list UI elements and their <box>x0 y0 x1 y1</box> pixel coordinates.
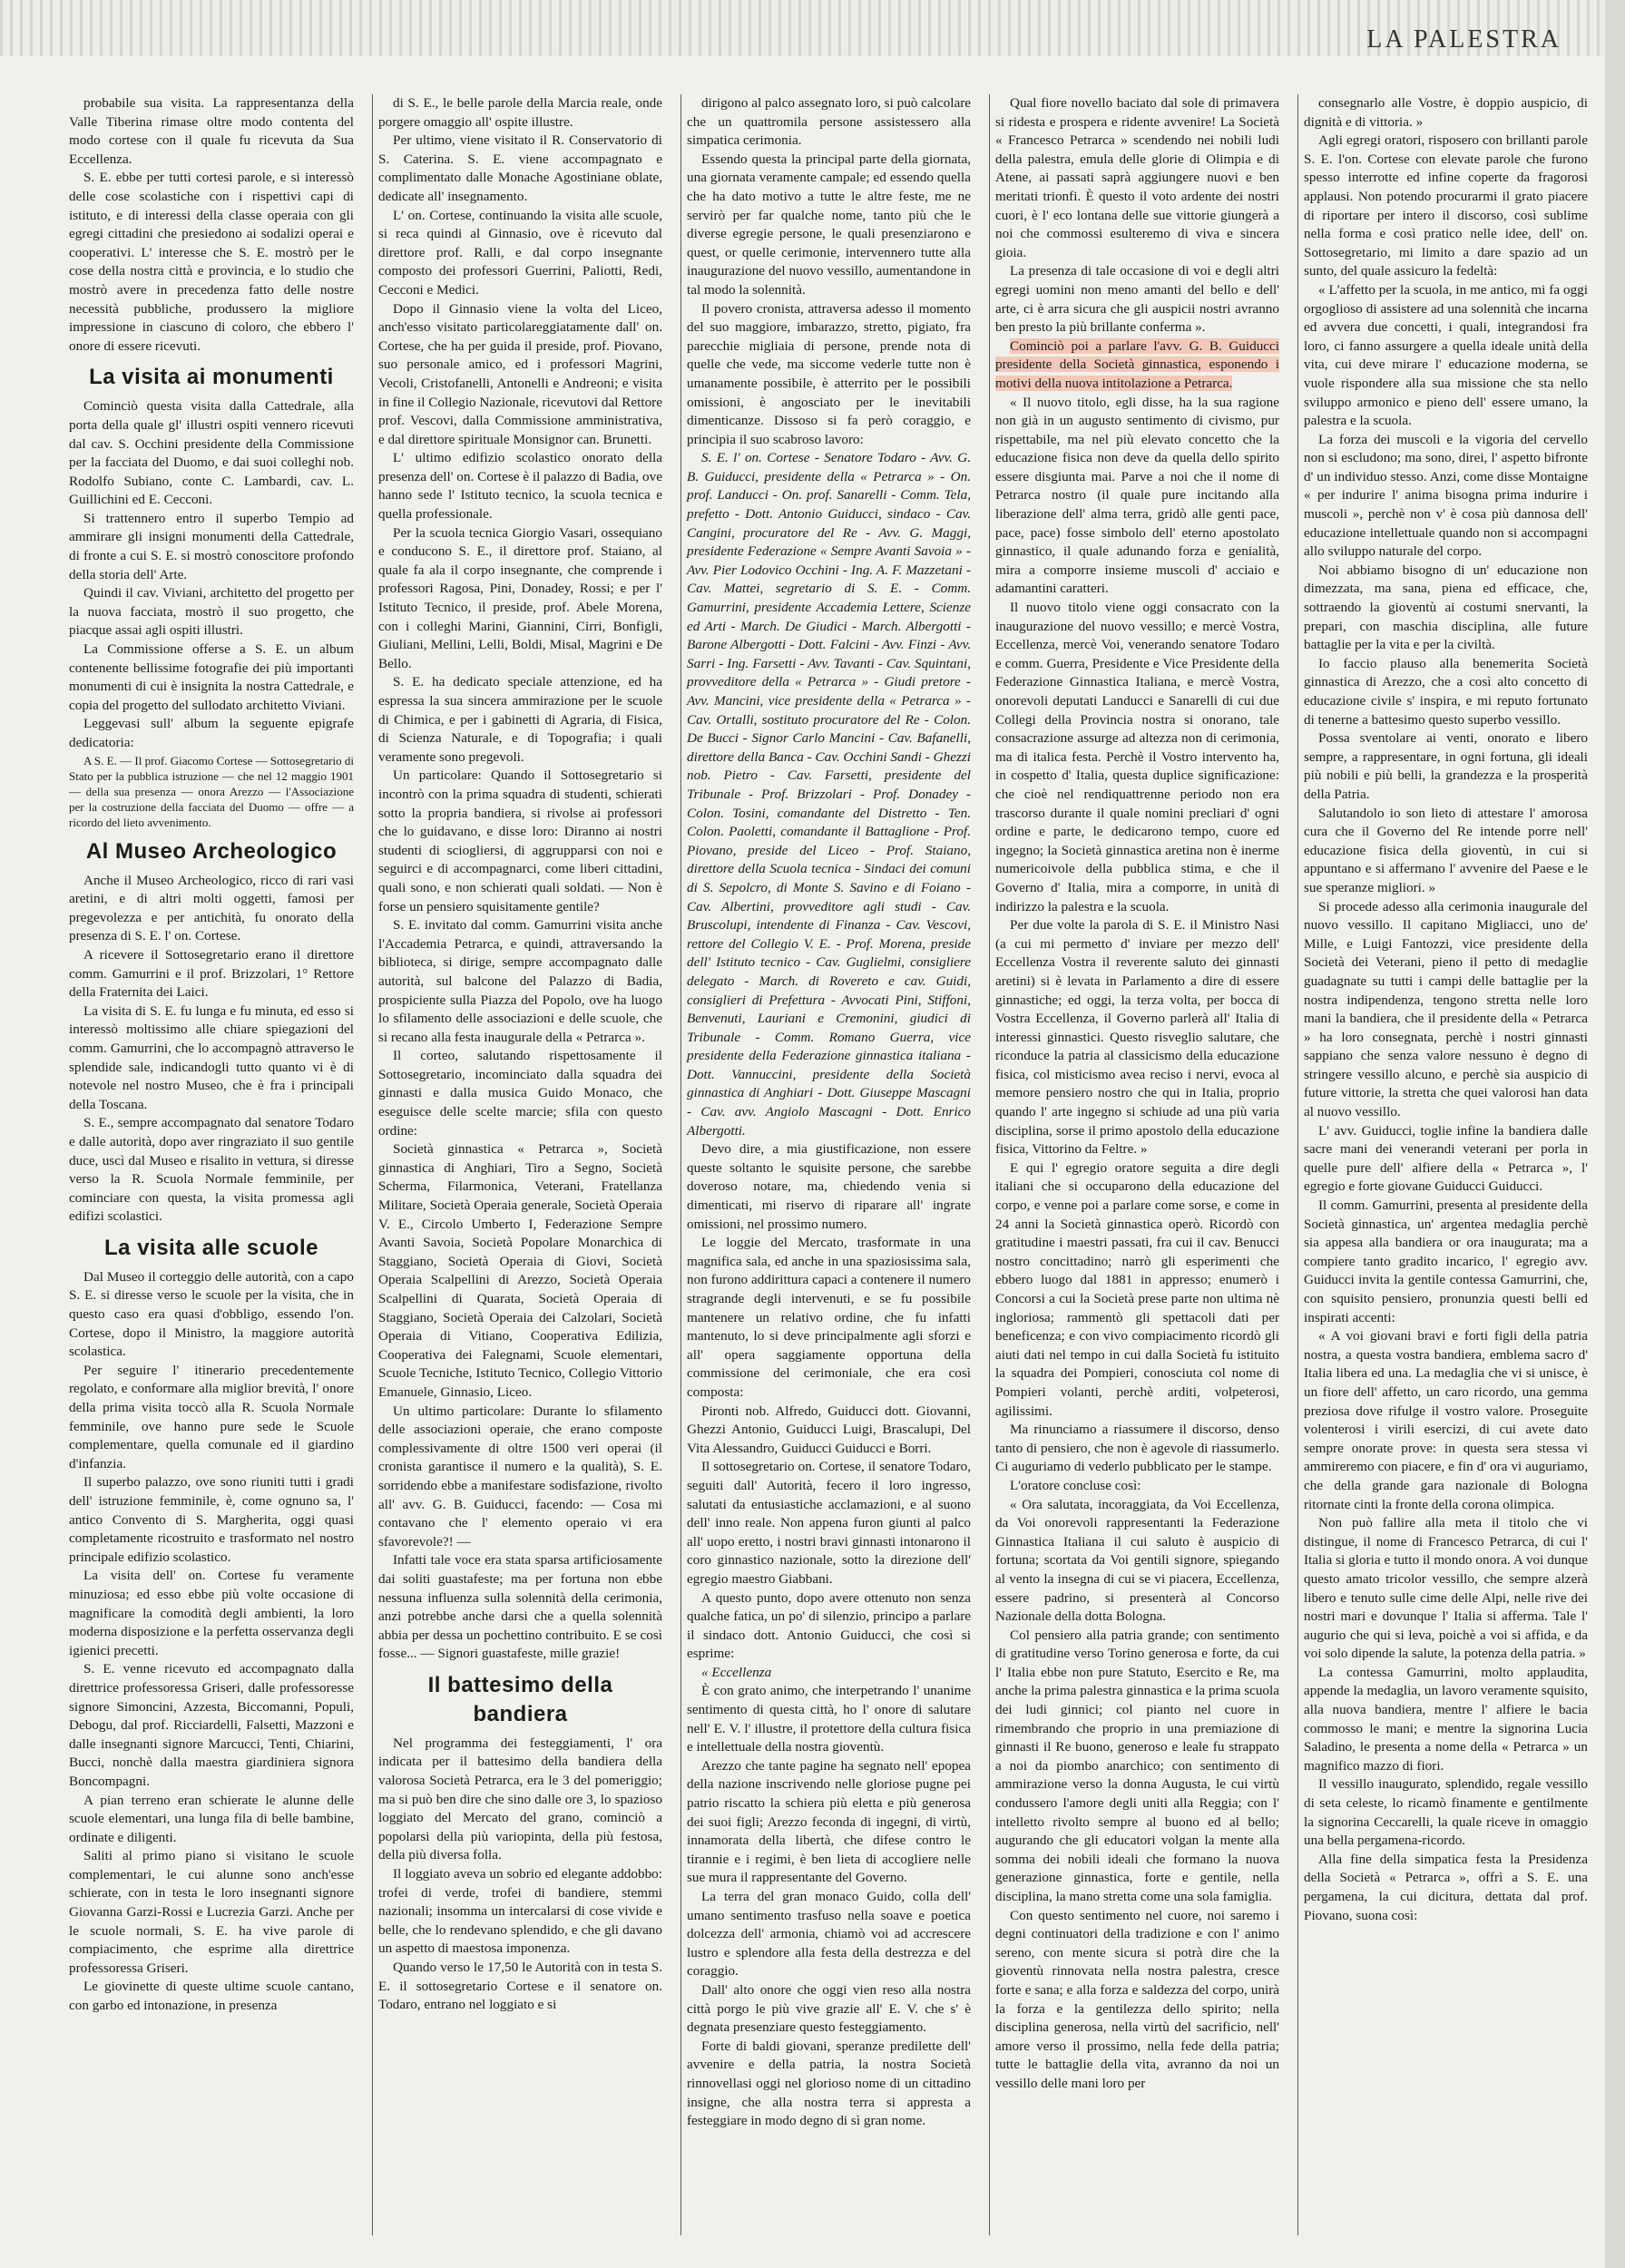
paragraph: Il vessillo inaugurato, splendido, regale vessillo di seta celeste, lo ricamò finamente e gentilmente la signorina Ceccarelli, la quale riceve in omaggio una bella pergamena-ricordo. <box>1304 1776 1588 1849</box>
paragraph: Dall' alto onore che oggi vien reso alla nostra città porgo le più vive grazie all' E. V. che s' è degnata presenziare questo festeggiamento. <box>687 1981 971 2036</box>
section-heading: Al Museo Archeologico <box>85 838 338 864</box>
paragraph: L'oratore concluse così: <box>1010 1477 1141 1493</box>
paragraph: probabile sua visita. La rappresentanza della Valle Tiberina rimase oltre modo contenta del modo cortese con il quale fu ricevuta da Sua Eccellenza. <box>69 95 354 167</box>
paragraph: L' avv. Guiducci, toglie infine la bandiera dalle sacre mani dei venerandi veterani per porla in quelle pure dell' alfiere della « Petrarca », l' egregio e forte giovane Guiducci Guiducci. <box>1304 1122 1588 1195</box>
paragraph: « A voi giovani bravi e forti figli della patria nostra, a questa vostra bandiera, emblema sacro d' Italia libera ed una. La medaglia che vi si unisce, è un fiore dell' affetto, un caro ricordo, una gemma preziosa dove rifulge il vostro valore. Proseguite volenterosi i virili esercizi, di cui avete dato sempre onorate prove: in questa sera stessa vi ammireremo con piacere, e fin d' ora vi auguriamo, che della grande gara nazionale di Bologna ritornate cinti la fronte della corona olimpica. <box>1304 1328 1588 1512</box>
page-header-label: LA PALESTRA <box>1366 25 1561 54</box>
paragraph: di S. E., le belle parole della Marcia reale, onde porgere omaggio all' ospite illustre. <box>378 95 662 130</box>
section-heading: La visita ai monumenti <box>89 365 334 390</box>
paragraph: Per due volte la parola di S. E. il Ministro Nasi (a cui mi permetto d' inviare per mezzo dell' Eccellenza Vostra il reverente saluto dei ginnasti aretini) si è levata in Parlamento a dire di essere ginnastiche; ed oggi, la terza volta, per bocca di Vostra Eccellenza, il Governo parlerà all' Italia di interessi ginnastici. Questo risveglio salutare, che riconduce la patria al classicismo della educazione fisica, col misticismo avea reciso i nervi, evoca al memore pensiero nostro che qui in Italia, proprio quando l' arte ingegno si schiude ad una più varia disciplina, sorse il primo apostolo della educazione fisica, Vittorino da Feltre. » <box>995 917 1279 1158</box>
paragraph: Un ultimo particolare: Durante lo sfilamento delle associazioni operaie, che erano composte complessivamente di oltre 1500 veri operai (il cronista garantisce il numero e la qualità), S. E. sorridendo ebbe a manifestare sodisfazione, rivolto all' avv. G. B. Guiducci, facendo: — Cosa mi contavano che l' elemento operaio vi era sfavorevole?! — <box>378 1403 662 1549</box>
paragraph: Società ginnastica « Petrarca », Società ginnastica di Anghiari, Tiro a Segno, Società Scherma, Filarmonica, Veterani, Fratellanza Militare, Società Operaia generale, Società Operaia V. E., Circolo Umberto I, Federazione Sempre Avanti Savoia, Società Popolare Monarchica di Staggiano, Società Operaia di Giovi, Società Operaia Scalpellini di Arezzo, Società Operaia Scalpellini di Quarata, Società Operaia di Staggiano, Società Operaia dei Calzolari, Società Operaia di Vitiano, Cooperativa Edilizia, Cooperativa dei Falegnami, Scuole elementari, Scuole Tecniche, Istituto Tecnico, Collegio Vittorio Emanuele, Ginnasio, Liceo. <box>378 1141 662 1400</box>
paragraph: Nel programma dei festeggiamenti, l' ora indicata per il battesimo della bandiera della valorosa Società Petrarca, era le 3 del pomeriggio; ma si può ben dire che sino dalle ore 3, lo spazioso loggiato del Mercato del grano, cominciò a popolarsi della più variopinta, della più festosa, della più diversa folla. <box>378 1735 662 1863</box>
paragraph: L' on. Cortese, continuando la visita alle scuole, si reca quindi al Ginnasio, ove è ricevuto dal direttore prof. Ralli, e dal corpo insegnante composto dei professori Guerrini, Paliotti, Redi, Cecconi e Medici. <box>378 207 662 298</box>
paragraph: A S. E. — Il prof. Giacomo Cortese — Sottosegretario di Stato per la pubblica istruzione — che nel 12 maggio 1901 — della sua presenza — onora Arezzo — l'Associazione per la costruzione della facciata del Duomo — offre — a ricordo del lieto avvenimento. <box>69 753 354 829</box>
paragraph: Saliti al primo piano si visitano le scuole complementari, le cui alunne sono anch'esse schierate, con in testa le loro insegnanti signore Giovanna Garzi-Rossi e Lucrezia Garzi. Anche per le scuole normali, S. E. ha vive parole di compiacimento, che esprime alla direttrice professoressa Griseri. <box>69 1848 354 1976</box>
paragraph: E qui l' egregio oratore seguita a dire degli italiani che si occuparono della educazione del corpo, e venne poi a parlare come sorse, e come in 24 anni la Società ginnastica operò. Ricordò con gratitudine i maestri passati, fra cui il cav. Benucci nostro concittadino; narrò gli esperimenti che ebbero luogo dal 1881 in appresso; enumerò i Concorsi a cui la Società prese parte non ultima nè ingloriosa; rammentò gli spettacoli dati per beneficenza; e con vivo compiacimento ricordò gli aiuti dati nel tempo in cui dalla Società fu istituito la squadra dei Pompieri, conosciuta col nome di Pompieri volanti, perchè arditi, volpeterosi, agilissimi. <box>995 1159 1279 1419</box>
paragraph: Infatti tale voce era stata sparsa artificiosamente dai soliti guastafeste; ma per fortuna non ebbe nessuna influenza sulla solennità della cerimonia, anzi potrebbe anche darsi che a quella solennità abbia per dessa un pochettino contribuito. E se così fosse... — Signori guastafeste, mille grazie! <box>378 1552 662 1662</box>
paragraph: Il sottosegretario on. Cortese, il senatore Todaro, seguiti dall' Autorità, fecero il loro ingresso, salutati da entusiastiche acclamazioni, e al suono dell' inno reale. Non appena furon giunti al palco all' uopo eretto, i nostri bravi ginnasti intonarono il coro ginnastico nazionale, sotto la direzione dell' egregio maestro Giabbani. <box>687 1459 971 1587</box>
column-2 <box>372 94 668 2235</box>
paragraph: Pironti nob. Alfredo, Guiducci dott. Giovanni, Ghezzi Antonio, Guiducci Luigi, Brascalupi, Del Vita Alessandro, Guiducci Guiducci e Borri. <box>687 1403 971 1456</box>
paragraph: S. E. l' on. Cortese - Senatore Todaro - Avv. G. B. Guiducci, presidente della « Petrarca » - On. prof. Landucci - On. prof. Sanarelli - Comm. Tela, prefetto - Dott. Antonio Guiducci, sindaco - Cav. Cangini, procuratore del Re - Avv. G. Maggi, presidente Federazione « Sempre Avanti Savoia » - Avv. Pier Lodovico Occhini - Ing. A. F. Mazzetani - Cav. Mattei, segretario di S. E. - Comm. Gamurrini, presidente Accademia Lettere, Scienze ed Arti - March. De Giudici - March. Albergotti - Barone Albergotti - Dott. Falcini - Avv. Finzi - Avv. Sarri - Ing. Farsetti - Avv. Tavanti - Cav. Squintani, provveditore della « Petrarca » - Giudi pretore - Avv. Mancini, vice presidente della « Petrarca » - Cav. Ortalli, sostituto procuratore del Re - Colon. De Bucci - Signor Carlo Mancini - Cav. Bafanelli, direttore della Banca - Cav. Occhini Sandi - Ghezzi nob. Pietro - Cav. Farsetti, presidente del Tribunale - Prof. Brizzolari - Prof. Donadey - Colon. Tosini, comandante del Distretto - Ten. Colon. Paoletti, comandante il Battaglione - Prof. Piovano, preside del Liceo - Prof. Staiano, direttore della Scuola tecnica - Sindaci dei comuni di S. Sepolcro, di Monte S. Savino e di Foiano - Cav. Albertini, provveditore agli studi - Cav. Bruscolupi, intendente di Finanza - Cav. Vescovi, rettore del Collegio V. E. - Prof. Morena, preside dell' Istituto tecnico - Cav. Guglielmi, consigliere delegato - March. di Rovereto e cav. Guidi, consiglieri di Prefettura - Avvocati Pini, Stiffoni, Benvenuti, Lauriani e Cremonini, giudici di Tribunale - Comm. Romano Guerra, vice presidente della Federazione ginnastica italiana - Dott. Vannuccini, presidente della Società ginnastica di Anghiari - Dott. Giuseppe Mascagni - Cav. avv. Angiolo Mascagni - Dott. Enrico Albergotti. <box>687 450 971 1139</box>
paragraph: Per seguire l' itinerario precedentemente regolato, e conformare alla miglior brevità, l' onore della prima visita toccò alla R. Scuola Normale femminile, ove hanno pure sede le Scuole complementare, quella comunale ed il giardino d'infanzia. <box>69 1362 354 1471</box>
highlighted-text: Cominciò poi a parlare l'avv. G. B. Guiducci presidente della Società ginnastica, esponendo i motivi della nuova intitolazione a Petrarca. <box>995 337 1279 391</box>
paragraph: Qual fiore novello baciato dal sole di primavera si ridesta e prospera e ridente avvenire! La Società « Francesco Petrarca » scendendo nei nobili ludi della palestra, emula delle glorie di Olimpia e di Atene, ai passati saprà aggiungere nuovi e ben meritati trionfi. È questo il voto ardente dei nostri cuori, è l' eco lontana delle sue vittorie giungerà a noi che commossi esulteremo di viva e sincera gioia. <box>995 95 1279 260</box>
paragraph: Si trattennero entro il superbo Tempio ad ammirare gli insigni monumenti della Cattedrale, di fronte a cui S. E. si mostrò conoscitore profondo della storia dell' Arte. <box>69 510 354 582</box>
paragraph: Noi abbiamo bisogno di un' educazione non dimezzata, ma sana, piena ed efficace, che, sottraendo la gioventù ai costumi snervanti, la prepari, con maschia disciplina, alle future battaglie per la vita e per la civiltà. <box>1304 562 1588 653</box>
paragraph: Il povero cronista, attraversa adesso il momento del suo maggiore, imbarazzo, stretto, pigiato, fra parecchie migliaia di persone, prende nota di quelle che vede, ma siccome vederle tutte non è umanamente possibile, è atterrito per le possibili omissioni, è angosciato per le inevitabili dimenticanze. Dissoso si fa però coraggio, e principia il suo scabroso lavoro: <box>687 300 971 447</box>
paragraph: Per la scuola tecnica Giorgio Vasari, ossequiano e conducono S. E., il direttore prof. Staiano, al quale fa ala il corpo insegnante, che comprende i professori Ragosa, Pini, Donadey, Rossi; e per l' Istituto Tecnico, il preside, prof. Abele Morena, con i colleghi Marini, Giannini, Cirri, Bonfigli, Giuliani, Mellini, Lelli, Boldi, Misal, Magrini e De Bello. <box>378 524 662 671</box>
paragraph: Devo dire, a mia giustificazione, non essere queste soltanto le squisite persone, che sarebbe doveroso notare, ma, chiedendo venia si dimenticati, mi riservo di riparare all' ingrate omissioni, nel prossimo numero. <box>687 1141 971 1232</box>
paragraph: Il superbo palazzo, ove sono riuniti tutti i gradi dell' istruzione femminile, è, come ognuno sa, l' antico Convento di S. Margherita, oggi quasi completamente ricostruito e trasformato nel nostro principale edifizio scolastico. <box>69 1474 354 1565</box>
paragraph: Le loggie del Mercato, trasformate in una magnifica sala, ed anche in una spaziosissima sala, non furono addirittura capaci a contenere il numero stragrande degli intervenuti, e se fu possibile mantenere un relativo ordine, che fu infatti mantenuto, lo si deve principalmente agli sforzi e all' opera saggiamente opportuna della commissione del cerimoniale, che era così composta: <box>687 1235 971 1400</box>
paragraph: consegnarlo alle Vostre, è doppio auspicio, di dignità e di vittoria. » <box>1304 95 1588 130</box>
paragraph: Quando verso le 17,50 le Autorità con in testa S. E. il sottosegretario Cortese e il senatore on. Todaro, entrano nel loggiato e si <box>378 1960 662 2013</box>
column-1 <box>64 94 359 2235</box>
paragraph: Il comm. Gamurrini, presenta al presidente della Società ginnastica, un' argentea medaglia perchè sia appesa alla bandiera or ora inaugurata; ma a compiere tanto gradito incarico, l' egregio avv. Guiducci invita la gentile contessa Gamurrini, che, con squisito pensiero, pronunzia questi belli ed inspirati accenti: <box>1304 1198 1588 1325</box>
paragraph: Essendo questa la principal parte della giornata, una giornata veramente campale; ed essendo quella che ha dato motivo a tutte le altre feste, me ne servirò per far qualche nome, tanto più che le diverse egregie persone, le quali presenziarono e quest, or quelle cerimonie, intervennero tutte alla inaugurazione del nuovo vessillo, aumentandone in tal modo la solennità. <box>687 151 971 298</box>
paragraph: Alla fine della simpatica festa la Presidenza della Società « Petrarca », offrì a S. E. una pergamena, la cui dicitura, dettata dal prof. Piovano, suona così: <box>1304 1851 1588 1923</box>
paragraph: A questo punto, dopo avere ottenuto non senza qualche fatica, un po' di silenzio, principo a parlare il sindaco dott. Antonio Guiducci, che così si esprime: <box>687 1589 971 1662</box>
paragraph: È con grato animo, che interpetrando l' unanime sentimento di questa città, ho l' onore di salutare nell' E. V. l' illustre, il protettore della cultura fisica e intellettuale della nostra gioventù. <box>687 1683 971 1755</box>
paragraph: A pian terreno eran schierate le alunne delle scuole elementari, una lunga fila di belle bambine, ordinate e diligenti. <box>69 1792 354 1845</box>
paragraph: Salutandolo io son lieto di attestare l' amorosa cura che il Governo del Re intende porre nell' educazione fisica della gioventù, in cui si appuntano e si affermano l' avvenire del Paese e le sue speranze migliori. » <box>1304 805 1588 895</box>
paragraph: Si procede adesso alla cerimonia inaugurale del nuovo vessillo. Il capitano Migliacci, uno de' Mille, e Luigi Fantozzi, vice presidente della Società dei Veterani, pieno il petto di medaglie guadagnate su tutti i campi delle battaglie per la nostra indipendenza, tengono stretta nelle loro mani la bandiera, che il presidente della « Petrarca » ha loro consegnata, perchè i nostri ginnasti sappiano che senza valore nessuno è degno di stringere vessillo alcuno, e perchè sia auspicio di future vittorie, la stretta che quei valorosi han data al nuovo vessillo. <box>1304 898 1588 1120</box>
paragraph: Io faccio plauso alla benemerita Società ginnastica di Arezzo, che a così alto concetto di educazione civile s' inspira, e mi reputo fortunato di tenerne a battesimo questo superbo vessillo. <box>1304 655 1588 728</box>
paragraph: Arezzo che tante pagine ha segnato nell' epopea della nazione inscrivendo nelle gloriose pugne pei patrio riscatto la schiera più eletta e più generosa dei suoi figli; Arezzo feconda di ingegni, di virtù, innamorata della libertà, che difese contro le tirannie e i regimi, è ben lieta di accogliere nelle sue mura il rappresentante del Governo. <box>687 1757 971 1886</box>
scan-edge <box>1605 0 1625 2268</box>
paragraph: « Ora salutata, incoraggiata, da Voi Eccellenza, da Voi onorevoli rappresentanti la Federazione Ginnastica Italiana il cui saluto è auspicio di fortuna; scortata da Voi gentili signore, spiegando al vento la insegna di cui se vi piacera, Eccellenza, essere padrino, si presenterà al Concorso Nazionale della dotta Bologna. <box>995 1496 1279 1625</box>
paragraph: Il corteo, salutando rispettosamente il Sottosegretario, incominciato dalla squadra dei ginnasti e dalla musica Guido Monaco, che eseguisce delle scelte marcie; sfila con questo ordine: <box>378 1048 662 1139</box>
paragraph: Le giovinette di queste ultime scuole cantano, con garbo ed intonazione, in presenza <box>69 1979 354 2014</box>
paragraph: Possa sventolare ai venti, onorato e libero sempre, a rappresentare, in ogni fortuna, gli ideali più nobili e più belli, la grandezza e la prosperità della Patria. <box>1304 730 1588 802</box>
paragraph: La presenza di tale occasione di voi e degli altri egregi uomini non meno amanti del bello e dell' arte, ci è arra sicura che gli auspicii nostri avranno ben presto la più brillante conferma ». <box>995 263 1279 336</box>
paragraph: Il nuovo titolo viene oggi consacrato con la inaugurazione del nuovo vessillo; e mercè Vostra, Eccellenza, mercè Voi, venerando senatore Todaro e comm. Guerra, Presidente e Vice Presidente della Federazione Ginnastica Italiana, e mercè Vostra, onorevoli deputati Landucci e Sanarelli di cui due Collegi della Provincia nostra si onorano, tale consacrazione assurge ad altezza non di cerimonia, ma di italica festa. Perchè il Vostro intervento ha, in cospetto d' Italia, questa duplice significazione: che cioè nel rendiquattrenne periodo non era trascorso durante il quale nomini precliari d' ogni ordine e parte, le dedicarono tempo, cuore ed ingegno; la Società ginnastica aretina non è inerme numericoivole della pubblica stima, e che il Governo d' Italia, mira a comporre, in unità di indirizzo la palestra e la scuola. <box>995 600 1279 914</box>
paragraph: La Commissione offerse a S. E. un album contenente bellissime fotografie dei più importanti monumenti di cui è insignita la nostra Cattedrale, e copia del progetto del sullodato architetto Viviani. <box>69 641 354 713</box>
paragraph: Dal Museo il corteggio delle autorità, con a capo S. E. si diresse verso le scuole per la visita, che in questo caso era quasi d'obbligo, essendo l'on. Cortese, dopo il Ministro, la maggiore autorità scolastica. <box>69 1268 354 1360</box>
paragraph: La terra del gran monaco Guido, colla dell' umano sentimento trasfuso nella soave e poetica dolcezza dell' armonia, chiamò voi ad accrescere lustro e splendore alla festa della destrezza e del coraggio. <box>687 1889 971 1980</box>
paragraph: « Eccellenza <box>701 1664 772 1680</box>
paragraph: La forza dei muscoli e la vigoria del cervello non si escludono; ma sono, direi, l' aspetto bifronte d' un individuo stesso. Anzi, come disse Montaigne « per indurire l' anima bisogna prima indurire i muscoli », perchè non v' è cosa più dannosa dell' educazione intellettuale quando non si accompagni allo sviluppo naturale del corpo. <box>1304 431 1588 560</box>
paragraph: Quindi il cav. Viviani, architetto del progetto per la nuova facciata, mostrò il suo progetto, che piacque assai agli ospiti illustri. <box>69 585 354 639</box>
paragraph: S. E. venne ricevuto ed accompagnato dalla direttrice professoressa Griseri, dalle professoresse signore Simoncini, Azzesta, Biccomanni, Populi, Debogu, dal prof. Ricciardelli, Falsetti, Mazzoni e dalle insegnanti signore Marcucci, Tenti, Chiarini, Bucci, nonchè dalla maestra giardiniera signora Boncompagni. <box>69 1661 354 1789</box>
section-heading: Il battesimo della bandiera <box>427 1672 613 1726</box>
paragraph: Dopo il Ginnasio viene la volta del Liceo, anch'esso visitato particolareggiatamente dall' on. Cortese, che ha per guida il preside, prof. Piovano, suo personale amico, ed i professori Magrini, Vecoli, Cristofanelli, Antonelli e Andreoni; e visita in fine il Collegio Nazionale, ricevutovi dal Rettore prof. Vescovi, dalla Commissione amministrativa, e dal direttore spirituale Monsignor can. Brunetti. <box>378 300 662 447</box>
paragraph: Non può fallire alla meta il titolo che vi distingue, il nome di Francesco Petrarca, di cui l' Italia si gloria e tutto il mondo onora. A voi dunque questo amato tricolor vessillo, che sempre alzerà libero e tenuto sulle cime delle Alpi, nelle rive dei nostri mari e dovunque l' Italia si afferma. Tale l' augurio che qui si leva, poichè a voi si affida, e da voi solo dipende la salute, la potenza della patria. » <box>1304 1515 1588 1662</box>
paragraph: Forte di baldi giovani, speranze predilette dell' avvenire e della patria, la nostra Società rinnovellasi oggi nel glorioso nome di un cittadino insigne, che alla nostra terra si appresta a festeggiare in modo degno di sì gran nome. <box>687 2038 971 2129</box>
paragraph: Ma rinunciamo a riassumere il discorso, denso tanto di pensiero, che non è agevole di riassumerlo. Ci auguriamo di vederlo pubblicato per le stampe. <box>995 1422 1279 1475</box>
paragraph: Il loggiato aveva un sobrio ed elegante addobbo: trofei di verde, trofei di bandiere, stemmi nazionali; insomma un intercalarsi di cose vivide e belle, che lo rendevano splendido, e che gli davano un aspetto di maestosa imponenza. <box>378 1866 662 1957</box>
paragraph: S. E. ebbe per tutti cortesi parole, e si interessò delle cose scolastiche con i rispettivi capi di istituto, e di interessi della classe operaia con gli egregi cittadini che presiedono ai sodalizi operai e cooperativi. L' interesse che S. E. mostrò per le cose della nostra città e provincia, e lo studio che mostrò avere in precedenza fatto delle nostre necessità pubbliche, produssero la migliore impressione in ciascuno di coloro, che ebbero l' onore di essere ricevuti. <box>69 170 354 354</box>
column-4 <box>989 94 1285 2235</box>
column-3 <box>680 94 976 2235</box>
paragraph: Agli egregi oratori, risposero con brillanti parole S. E. l'on. Cortese con elevate parole che furono spesso interrotte ed infine coperte da fragorosi applausi. Non potendo procurarmi il grato piacere di riportare per intero il discorso, così sublime nella forma e così pratico nelle idee, dell' on. Sottosegretario, mi limito a dare spazio ad un sunto, del quale assicuro la fedeltà: <box>1304 132 1588 279</box>
paragraph: Cominciò questa visita dalla Cattedrale, alla porta della quale gl' illustri ospiti vennero ricevuti dal cav. S. Occhini presidente della Commissione per la facciata del Duomo, e dai suoi colleghi nob. Rodolfo Subiano, conte C. Lambardi, cav. L. Guillichini ed E. Cecconi. <box>69 398 354 508</box>
paragraph: La visita dell' on. Cortese fu veramente minuziosa; ed esso ebbe più volte occasione di magnificare la comodità degli ambienti, la loro moderna disposizione e la perfetta osservanza degli igienici precetti. <box>69 1568 354 1658</box>
paragraph: A ricevere il Sottosegretario erano il direttore comm. Gamurrini e il prof. Brizzolari, 1° Rettore della Fraternita dei Laici. <box>69 946 354 1001</box>
article-columns <box>64 94 1606 2235</box>
paragraph: S. E., sempre accompagnato dal senatore Todaro e dalle autorità, dopo aver ringraziato il suo gentile duce, uscì dal Museo e risalito in vettura, si diresse verso la R. Scuola Normale femminile, per cominciare con questa, la visita promessa agli edifizi scolastici. <box>69 1115 354 1225</box>
paragraph: La contessa Gamurrini, molto applaudita, appende la medaglia, un lavoro veramente squisito, alla nuova bandiera, mentre l' alfiere le bacia commosso le mani; e mentre la signorina Lucia Saladino, le presenta a nome della « Petrarca » un magnifico mazzo di fiori. <box>1304 1664 1588 1774</box>
paragraph: « Il nuovo titolo, egli disse, ha la sua ragione non già in un augusto sentimento di civismo, pur rispettabile, ma nel più elevato concetto che la educazione fisica non deve da quella dello spirito essere disgiunta mai. Parve a noi che il nome di Petrarca nostro (il quale pure incitando alla liberazione dell' alma terra, gridò alle genti pace, pace, pace) fosse simbolo dell' eterno apostolato ginnastico, il quale adunando forza e genialità, mira a comporre insieme muscoli d' acciaio e adamantini caratteri. <box>995 394 1279 597</box>
paragraph: Leggevasi sull' album la seguente epigrafe dedicatoria: <box>69 716 354 750</box>
paragraph: Con questo sentimento nel cuore, noi saremo i degni continuatori della tradizione e con l' animo sereno, con mente sicura si potrà dire che la gioventù rinnovata nella nostra palestra, cresce forte e sana; e alla forza e saldezza del corpo, unirà la forza e la gentilezza dello spirito; nella disciplina generosa, nella virtù del sacrificio, nell' amore verso il prossimo, nella fede della patria; tutte le battaglie della vita, avranno da noi un vessillo delle mani loro per <box>995 1907 1279 2091</box>
paragraph: L' ultimo edifizio scolastico onorato della presenza dell' on. Cortese è il palazzo di Badia, ove hanno sede l' Istituto tecnico, la scuola tecnica e quella professionale. <box>378 450 662 523</box>
paragraph: dirigono al palco assegnato loro, si può calcolare che un quattromila persone assistessero alla simpatica cerimonia. <box>687 95 971 149</box>
section-heading: La visita alle scuole <box>104 1235 318 1260</box>
paragraph: Anche il Museo Archeologico, ricco di rari vasi aretini, e di altri molti oggetti, famosi per pregevolezza e per antichità, fu onorato della presenza di S. E. l' on. Cortese. <box>69 872 354 944</box>
paragraph: La visita di S. E. fu lunga e fu minuta, ed esso si interessò moltissimo alle chiare spiegazioni del comm. Gamurrini, che lo accompagnò attraverso le splendide sale, indicandogli tutto quanto vi è di notevole nel nostro Museo, che è fra i principali della Toscana. <box>69 1002 354 1112</box>
paragraph: S. E. ha dedicato speciale attenzione, ed ha espressa la sua sincera ammirazione per le scuole di Chimica, e per i gabinetti di Agraria, di Fisica, di Scienza Naturale, e di Topografia; i quali veramente sono pregevoli. <box>378 674 662 765</box>
paragraph: Un particolare: Quando il Sottosegretario si incontrò con la prima squadra di studenti, schierati sotto la propria bandiera, si rivolse ai professori che lo guidavano, e disse loro: Diranno ai nostri studenti di sciogliersi, di aggrupparsi con noi e seguirci e di accompagnarci, come liberi cittadini, quali sono, e non schierati quali soldati. — Non è forse un pensiero squisitamente gentile? <box>378 767 662 914</box>
paragraph: Per ultimo, viene visitato il R. Conservatorio di S. Caterina. S. E. viene accompagnato e complimentato dalle Monache Agostiniane oblate, dedicate all' insegnamento. <box>378 132 662 204</box>
paragraph <box>995 337 1279 394</box>
paragraph: S. E. invitato dal comm. Gamurrini visita anche l'Accademia Petrarca, e quindi, attraversando la biblioteca, si dirige, sempre accompagnato dalle autorità, sul balcone del Palazzo di Badia, prospiciente sulla Piazza del Popolo, ove ha luogo lo sfilamento delle associazioni e delle scuole, che si recano alla festa inaugurale della « Petrarca ». <box>378 917 662 1045</box>
paragraph: Col pensiero alla patria grande; con sentimento di gratitudine verso Torino generosa e forte, da cui l' Italia ebbe non pure Statuto, Esercito e Re, ma anche la prima palestra ginnastica e la prima scuola dei ludi ginnici; col pianto nel cuore in rimembrando che proprio in una premiazione di ginnasti il Re buono, generoso e leale fu strappato a noi da piombo anarchico; con sentimento di ammirazione verso la donna Augusta, le cui virtù condussero l'amore degli uniti alla Reggia; con l' intelletto rivolto sempre al buono ed al bello; augurando che gli educatori volgan la mente alla somma dei nobili ideali che formano la nuova generazione ginnastica, forte e gentile, nella disciplina, la mano stretta come una sola famiglia. <box>995 1627 1279 1904</box>
column-5 <box>1297 94 1593 2235</box>
paragraph: « L'affetto per la scuola, in me antico, mi fa oggi orgoglioso di assistere ad una solennità che incarna ed avvera due concetti, i quali, integrandosi fra loro, ci fanno assurgere a quella ideale unità della vita, cui deve mirare l' educazione moderna, se vuole rispondere alla sua missione che sta nello sviluppo armonico e pieno dell' essere umano, la palestra e la scuola. <box>1304 281 1588 429</box>
